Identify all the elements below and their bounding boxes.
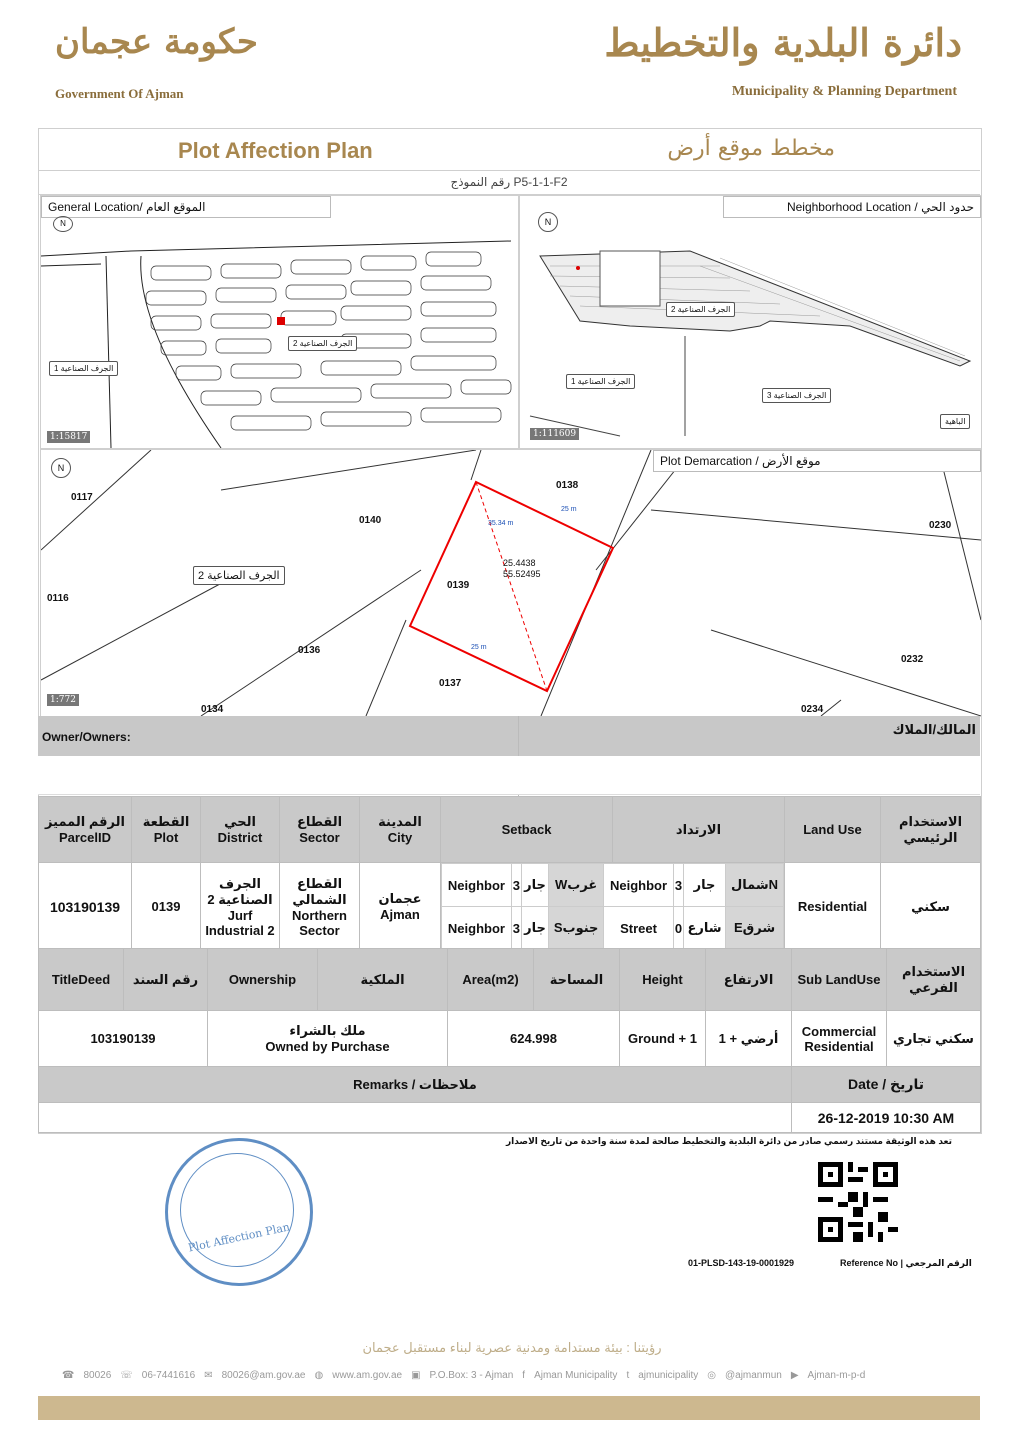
model-number: رقم النموذج P5-1-1-F2 xyxy=(450,175,568,189)
youtube-icon: ▶ xyxy=(790,1370,799,1381)
model-bar xyxy=(38,170,980,195)
header-district: الحي District xyxy=(201,797,280,863)
plot-number: 0117 xyxy=(71,492,93,503)
landuse-value-ar: سكني xyxy=(881,863,981,951)
date-header: Date / تاريخ xyxy=(792,1067,981,1103)
plot-coord-lat: 25.4438 xyxy=(503,558,536,568)
neighborhood-tag-4: الباهية xyxy=(940,414,970,429)
setback-type: Neighbor xyxy=(442,864,512,907)
header-area: Area(m2) xyxy=(448,949,534,1011)
header-ownership: Ownership xyxy=(208,949,318,1011)
neighborhood-map-scale: 1:111609 xyxy=(530,428,579,440)
setback-dir: Eشرق xyxy=(726,907,784,950)
setback-type-ar: جار xyxy=(683,864,725,907)
plot-number: 0232 xyxy=(901,654,924,665)
header-ownership-ar: الملكية xyxy=(318,949,448,1011)
dept-logo-ar: دائرة البلدية والتخطيط xyxy=(604,20,962,65)
setback-type: Street xyxy=(604,907,674,950)
setback-type-ar: جار xyxy=(521,864,548,907)
neighborhood-map-drawing xyxy=(520,196,981,448)
height-value: Ground + 1 xyxy=(620,1011,706,1067)
sublanduse-value: Commercial Residential xyxy=(792,1011,887,1067)
neighborhood-tag-3: الجرف الصناعية 3 xyxy=(762,388,831,403)
official-stamp xyxy=(165,1138,313,1286)
plot-map-scale: 1:772 xyxy=(47,694,79,706)
plot-dimension: 25 m xyxy=(561,506,577,513)
plot-number: 0134 xyxy=(201,704,224,715)
facebook-icon: f xyxy=(522,1370,526,1381)
general-map-scale: 1:15817 xyxy=(47,431,90,443)
header-landuse: Land Use xyxy=(785,797,881,863)
setback-value: 3 xyxy=(511,907,521,950)
qr-code-icon xyxy=(818,1162,898,1242)
contact-phone[interactable]: 06-7441616 xyxy=(141,1370,196,1381)
plot-diagonal: 35.34 m xyxy=(488,520,514,527)
title-ar: مخطط موقع أرض xyxy=(667,136,835,161)
header-city: المدينة City xyxy=(360,797,441,863)
plot-number: 0234 xyxy=(801,704,824,715)
reference-number: 01-PLSD-143-19-0001929 xyxy=(688,1258,795,1268)
plot-dimension: 25 m xyxy=(471,644,487,651)
remarks-value xyxy=(39,1103,792,1133)
north-arrow-icon: N xyxy=(538,212,558,232)
twitter-icon: t xyxy=(626,1370,630,1381)
header-titledeed-ar: رقم السند xyxy=(124,949,208,1011)
setback-type: Neighbor xyxy=(604,864,674,907)
plot-number-selected: 0139 xyxy=(447,580,470,591)
remarks-header: Remarks / ملاحظات xyxy=(39,1067,792,1103)
setback-dir: Wغرب xyxy=(549,864,604,907)
plot-number: 0230 xyxy=(929,520,952,531)
contact-pobox: P.O.Box: 3 - Ajman xyxy=(429,1370,514,1381)
header-setback-ar: الارتداد xyxy=(613,797,785,863)
owner-names-redacted xyxy=(38,756,980,795)
plot-number: 0137 xyxy=(439,678,462,689)
general-location-map xyxy=(40,195,519,449)
web-icon: ◍ xyxy=(314,1370,324,1381)
owner-label-en: Owner/Owners: xyxy=(42,730,131,744)
parcel-id: 103190139 xyxy=(39,863,132,951)
setback-cells xyxy=(441,863,785,951)
vision-statement: رؤيتنا : بيئة مستدامة ومدنية عصرية لبناء مستقبل عجمان xyxy=(362,1340,662,1355)
title-en: Plot Affection Plan xyxy=(178,138,373,163)
header-setback: Setback xyxy=(441,797,613,863)
contact-facebook[interactable]: Ajman Municipality xyxy=(534,1370,618,1381)
north-arrow-icon: N xyxy=(51,458,71,478)
neighborhood-tag-2: الجرف الصناعية 2 xyxy=(666,302,735,317)
decorative-footer-strip xyxy=(38,1396,980,1420)
general-map-drawing xyxy=(41,196,518,448)
contact-instagram[interactable]: @ajmanmun xyxy=(724,1370,782,1381)
reference-label: Reference No | الرقم المرجعي xyxy=(840,1258,972,1268)
city-value: عجمان Ajman xyxy=(360,863,441,951)
plot-coord-lon: 55.52495 xyxy=(503,569,541,579)
plot-number: 0116 xyxy=(47,593,69,604)
header-sector: القطاع Sector xyxy=(280,797,360,863)
general-map-label: General Location/ الموقع العام xyxy=(41,196,331,218)
titledeed-value: 103190139 xyxy=(39,1011,208,1067)
plot-map-drawing xyxy=(41,450,981,716)
plot-value: 0139 xyxy=(132,863,201,951)
contact-youtube[interactable]: Ajman-m-p-d xyxy=(807,1370,866,1381)
title-bar xyxy=(38,128,980,171)
neighborhood-location-map xyxy=(519,195,982,449)
header-parcel: الرقم المميز ParcelID xyxy=(39,797,132,863)
selected-plot-marker xyxy=(277,317,285,325)
setback-value: 0 xyxy=(673,907,683,950)
parcel-table xyxy=(38,796,981,951)
setback-value: 3 xyxy=(511,864,521,907)
ownership-value: ملك بالشراء Owned by Purchase xyxy=(208,1011,448,1067)
plot-number: 0136 xyxy=(298,645,321,656)
gov-logo-en: Government Of Ajman xyxy=(55,86,184,101)
validity-note: تعد هذه الوثيقة مستند رسمي صادر من دائرة البلدية والتخطيط صالحة لمدة سنة واحدة من تاريخ الاصدار xyxy=(505,1136,952,1146)
landuse-value: Residential xyxy=(785,863,881,951)
setback-dir: شمالN xyxy=(726,864,784,907)
phone-icon: ☎ xyxy=(62,1370,75,1381)
setback-type-ar: جار xyxy=(521,907,548,950)
header-sublanduse: Sub LandUse xyxy=(792,949,887,1011)
plot-map-tag: الجرف الصناعية 2 xyxy=(193,566,285,585)
owner-label-ar: المالك/الملاك xyxy=(892,722,976,737)
plot-number: 0140 xyxy=(359,515,382,526)
contact-website[interactable]: www.am.gov.ae xyxy=(332,1370,403,1381)
header-titledeed: TitleDeed xyxy=(39,949,124,1011)
pobox-icon: ▣ xyxy=(411,1370,421,1381)
deed-table xyxy=(38,948,981,1133)
contact-email[interactable]: 80026@am.gov.ae xyxy=(221,1370,306,1381)
sublanduse-value-ar: سكني تجاري xyxy=(887,1011,981,1067)
gov-logo-ar: حكومة عجمان xyxy=(55,22,258,62)
header-plot: القطعة Plot xyxy=(132,797,201,863)
header-height: Height xyxy=(620,949,706,1011)
general-map-tag-1: الجرف الصناعية 1 xyxy=(49,361,118,376)
owner-bar xyxy=(38,716,980,756)
dept-logo-en: Municipality & Planning Department xyxy=(731,84,957,99)
date-value: 26-12-2019 10:30 AM xyxy=(792,1103,981,1133)
fax-icon: ☏ xyxy=(120,1370,133,1381)
plot-demarcation-map xyxy=(40,449,982,717)
plot-map-label: Plot Demarcation / موقع الأرض xyxy=(653,450,981,472)
plot-number: 0138 xyxy=(556,480,579,491)
contact-tollfree[interactable]: 80026 xyxy=(83,1370,112,1381)
setback-value: 3 xyxy=(673,864,683,907)
header-landuse-ar: الاستخدام الرئيسي xyxy=(881,797,981,863)
setback-type: Neighbor xyxy=(442,907,512,950)
north-arrow-icon: N xyxy=(53,216,73,232)
sector-value: القطاع الشمالي Northern Sector xyxy=(280,863,360,951)
stamp-text: Plot Affection Plan xyxy=(187,1220,291,1255)
header-height-ar: الارتفاع xyxy=(706,949,792,1011)
header-area-ar: المساحة xyxy=(534,949,620,1011)
header-sublanduse-ar: الاستخدام الفرعي xyxy=(887,949,981,1011)
height-value-ar: أرضي + 1 xyxy=(706,1011,792,1067)
setback-type-ar: شارع xyxy=(683,907,725,950)
contact-bar xyxy=(62,1370,962,1381)
email-icon: ✉ xyxy=(204,1370,213,1381)
neighborhood-map-label: Neighborhood Location / حدود الحي xyxy=(723,196,981,218)
instagram-icon: ◎ xyxy=(707,1370,716,1381)
setback-grid xyxy=(441,863,784,950)
contact-twitter[interactable]: ajmunicipality xyxy=(638,1370,699,1381)
setback-dir: Sجنوب xyxy=(549,907,604,950)
neighborhood-tag-1: الجرف الصناعية 1 xyxy=(566,374,635,389)
area-value: 624.998 xyxy=(448,1011,620,1067)
general-map-tag-2: الجرف الصناعية 2 xyxy=(288,336,357,351)
district-value: الجرف الصناعية 2 Jurf Industrial 2 xyxy=(201,863,280,951)
